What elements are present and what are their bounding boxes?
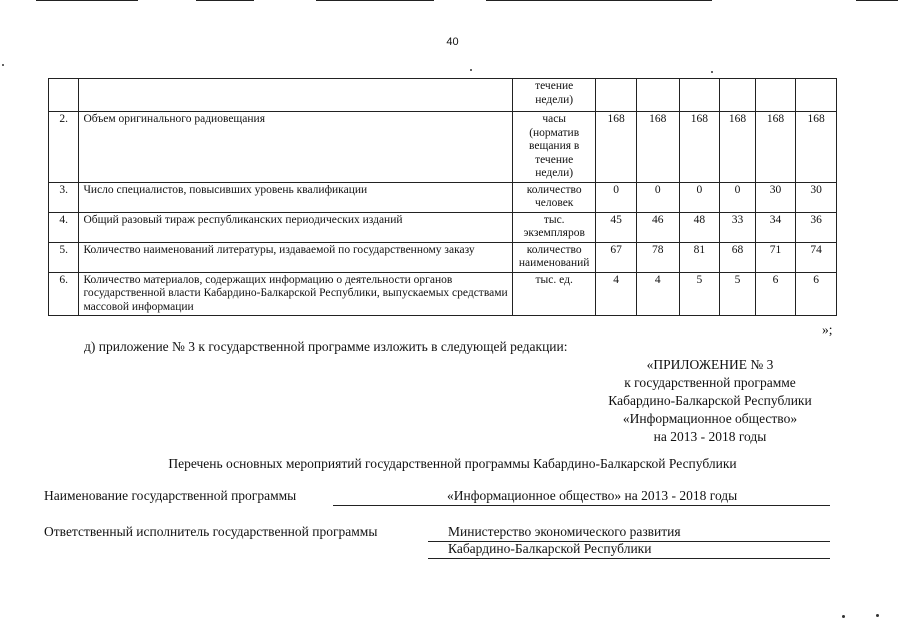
value-cell: 48 — [679, 212, 720, 242]
executor-value-line2 — [428, 541, 830, 559]
value-cell — [796, 79, 837, 112]
row-number: 5. — [49, 242, 79, 272]
table-row — [49, 242, 837, 272]
indicator-name: Количество наименований литературы, издаваемой по государственному заказу — [79, 242, 513, 272]
value-cell: 4 — [596, 272, 637, 316]
row-number: 2. — [49, 112, 79, 183]
scan-dot — [842, 615, 845, 618]
value-cell: 168 — [636, 112, 679, 183]
value-cell — [720, 79, 756, 112]
unit-cell: количество наименований — [513, 242, 596, 272]
value-cell: 34 — [755, 212, 796, 242]
value-cell: 0 — [679, 182, 720, 212]
scan-dot — [876, 614, 879, 617]
value-cell: 46 — [636, 212, 679, 242]
value-cell — [679, 79, 720, 112]
value-cell: 6 — [796, 272, 837, 316]
table-row — [49, 182, 837, 212]
top-rule-1 — [36, 0, 138, 2]
appendix-line: на 2013 - 2018 годы — [653, 429, 767, 444]
top-rule-4 — [486, 0, 712, 2]
appendix-line: «Информационное общество» — [622, 411, 798, 426]
row-number: 3. — [49, 182, 79, 212]
indicator-name — [79, 79, 513, 112]
unit-cell: течение недели) — [513, 79, 596, 112]
value-cell: 168 — [796, 112, 837, 183]
value-cell: 168 — [596, 112, 637, 183]
value-cell: 74 — [796, 242, 837, 272]
value-cell: 5 — [720, 272, 756, 316]
table-row — [49, 79, 837, 112]
value-cell: 45 — [596, 212, 637, 242]
indicator-name: Число специалистов, повысивших уровень квалификации — [79, 182, 513, 212]
value-cell: 0 — [720, 182, 756, 212]
value-cell — [636, 79, 679, 112]
indicator-name: Объем оригинального радиовещания — [79, 112, 513, 183]
value-cell: 81 — [679, 242, 720, 272]
top-rule-5 — [856, 0, 898, 2]
value-cell: 71 — [755, 242, 796, 272]
value-cell: 33 — [720, 212, 756, 242]
program-name-text: «Информационное общество» на 2013 - 2018 годы — [447, 488, 738, 503]
row-number: 6. — [49, 272, 79, 316]
amendment-text: д) приложение № 3 к государственной программе изложить в следующей редакции: — [84, 339, 568, 354]
value-cell: 68 — [720, 242, 756, 272]
value-cell: 36 — [796, 212, 837, 242]
executor-text-1: Министерство экономического развития — [448, 524, 681, 539]
scan-dot — [2, 64, 4, 66]
value-cell — [755, 79, 796, 112]
program-name-value — [333, 488, 830, 506]
table-row — [49, 272, 837, 316]
program-name-label: Наименование государственной программы — [44, 488, 297, 503]
unit-cell: количество человек — [513, 182, 596, 212]
value-cell: 6 — [755, 272, 796, 316]
appendix-line: Кабардино-Балкарской Республики — [608, 393, 812, 408]
value-cell: 30 — [755, 182, 796, 212]
scan-dot — [711, 71, 713, 73]
page-number: 40 — [446, 36, 459, 48]
value-cell: 168 — [755, 112, 796, 183]
indicators-table — [48, 78, 837, 316]
executor-value-line1 — [428, 524, 830, 542]
value-cell: 168 — [679, 112, 720, 183]
unit-cell: часы (норматив вещания в течение недели) — [513, 112, 596, 183]
list-title: Перечень основных мероприятий государственной программы Кабардино-Балкарской Республики — [168, 456, 737, 471]
value-cell: 5 — [679, 272, 720, 316]
value-cell: 67 — [596, 242, 637, 272]
scan-dot — [470, 69, 472, 71]
table-row — [49, 212, 837, 242]
row-number — [49, 79, 79, 112]
value-cell: 4 — [636, 272, 679, 316]
indicator-name: Общий разовый тираж республиканских периодических изданий — [79, 212, 513, 242]
value-cell: 78 — [636, 242, 679, 272]
value-cell: 0 — [596, 182, 637, 212]
value-cell — [596, 79, 637, 112]
top-rule-3 — [316, 0, 434, 2]
unit-cell: тыс. ед. — [513, 272, 596, 316]
closing-quote-mark: »; — [822, 322, 833, 337]
unit-cell: тыс. экземпляров — [513, 212, 596, 242]
appendix-header — [590, 356, 830, 446]
value-cell: 168 — [720, 112, 756, 183]
top-rule-2 — [196, 0, 254, 2]
value-cell: 0 — [636, 182, 679, 212]
indicator-name: Количество материалов, содержащих информацию о деятельности органов государственной власти Кабардино-Балкарской Республики, выпускаемых средствами массовой информации — [79, 272, 513, 316]
table-row — [49, 112, 837, 183]
executor-text-2: Кабардино-Балкарской Республики — [448, 541, 652, 556]
appendix-line: к государственной программе — [624, 375, 796, 390]
value-cell: 30 — [796, 182, 837, 212]
executor-label: Ответственный исполнитель государственной программы — [44, 524, 378, 539]
row-number: 4. — [49, 212, 79, 242]
appendix-line: «ПРИЛОЖЕНИЕ № 3 — [646, 357, 774, 372]
